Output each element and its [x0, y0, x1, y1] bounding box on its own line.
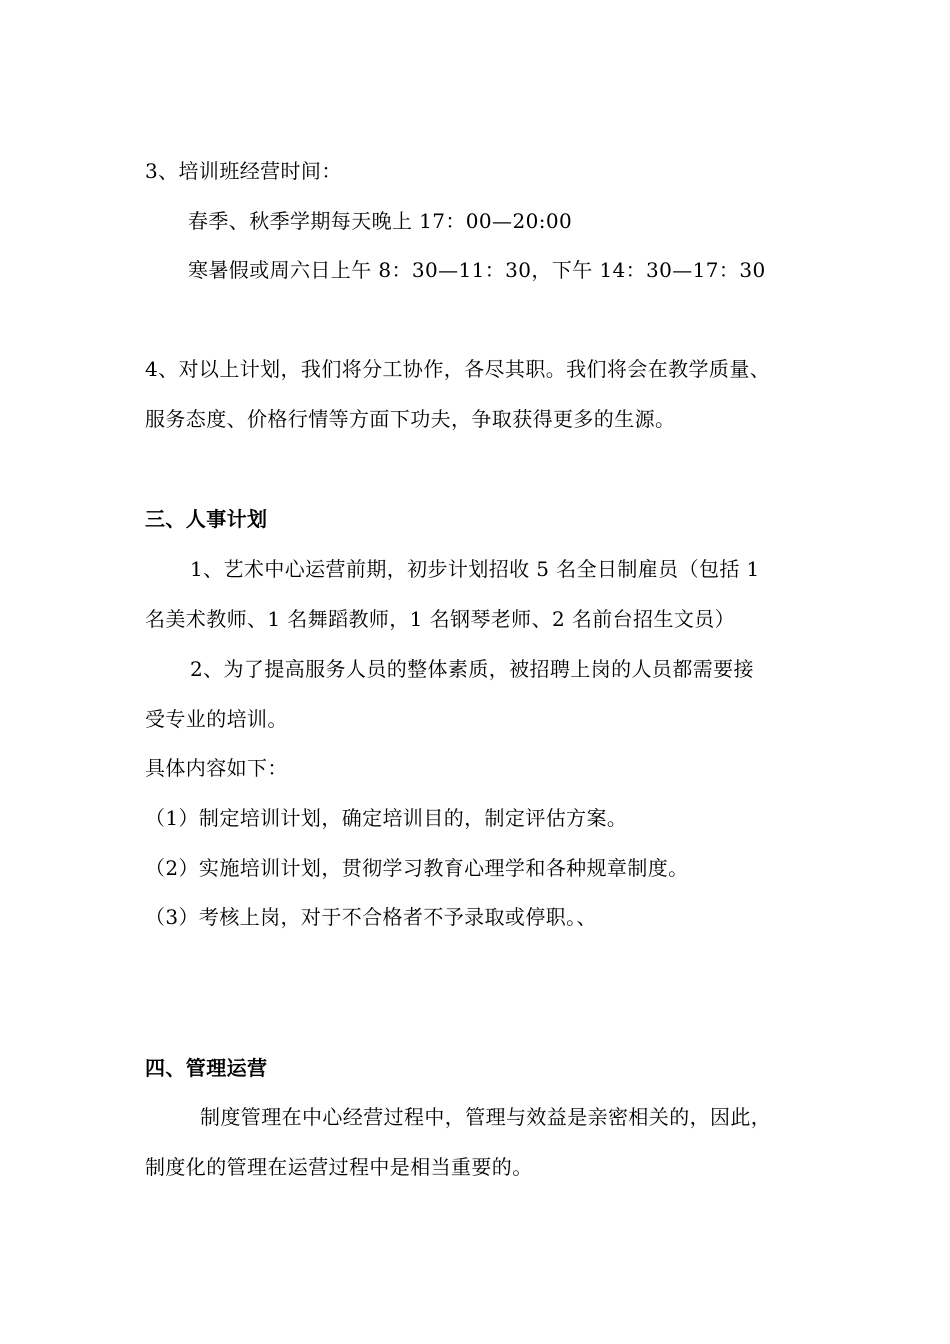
plan-line-1: 4、对以上计划，我们将分工协作，各尽其职。我们将会在教学质量、: [145, 357, 771, 381]
personnel-item-3: （3）考核上岗，对于不合格者不予录取或停职。、: [145, 905, 597, 929]
personnel-intro: 具体内容如下：: [145, 756, 288, 780]
personnel-item-2: （2）实施培训计划，贯彻学习教育心理学和各种规章制度。: [145, 856, 689, 880]
personnel-p2-line-1: 2、为了提高服务人员的整体素质，被招聘上岗的人员都需要接: [190, 657, 754, 681]
management-line-1: 制度管理在中心经营过程中，管理与效益是亲密相关的，因此，: [200, 1105, 772, 1129]
management-line-2: 制度化的管理在运营过程中是相当重要的。: [145, 1155, 533, 1179]
schedule-line-1: 春季、秋季学期每天晚上 17：00—20:00: [188, 209, 573, 233]
management-heading: 四、管理运营: [145, 1056, 268, 1080]
personnel-p2-line-2: 受专业的培训。: [145, 707, 288, 731]
personnel-item-1: （1）制定培训计划，确定培训目的，制定评估方案。: [145, 806, 628, 830]
schedule-line-2: 寒暑假或周六日上午 8：30—11：30，下午 14：30—17：30: [188, 258, 766, 282]
plan-line-2: 服务态度、价格行情等方面下功夫，争取获得更多的生源。: [145, 407, 676, 431]
personnel-p1-line-1: 1、艺术中心运营前期，初步计划招收 5 名全日制雇员（包括 1: [190, 557, 760, 581]
personnel-p1-line-2: 名美术教师、1 名舞蹈教师，1 名钢琴老师、2 名前台招生文员）: [145, 607, 736, 631]
schedule-title: 3、培训班经营时间：: [145, 159, 342, 183]
personnel-heading: 三、人事计划: [145, 507, 268, 531]
